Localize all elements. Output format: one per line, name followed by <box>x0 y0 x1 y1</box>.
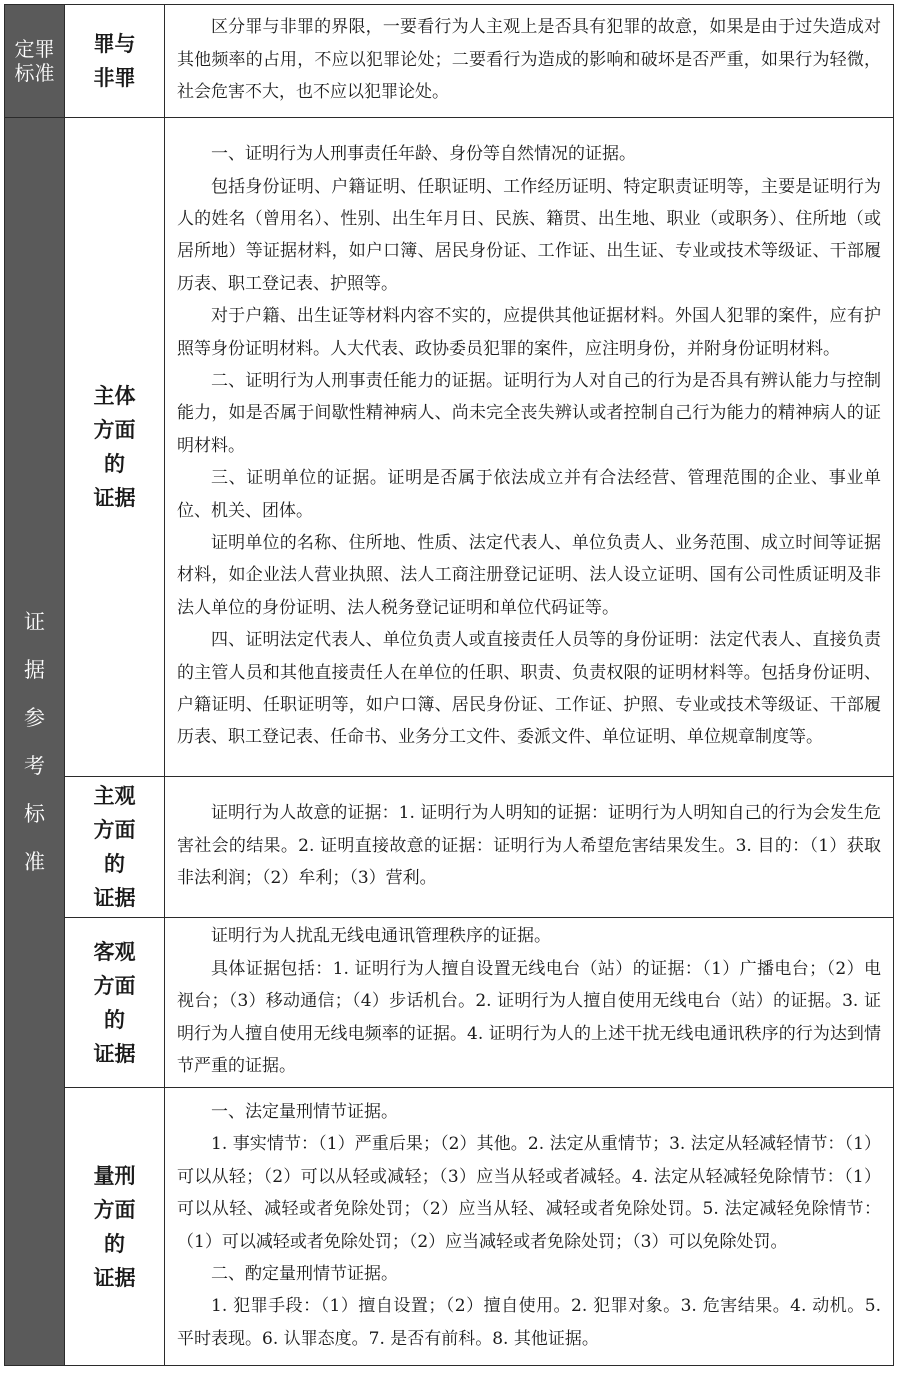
table-row <box>5 5 894 118</box>
row-label-subjective-evidence: 主观 方面 的 证据 <box>65 777 165 918</box>
paragraph: 一、证明行为人刑事责任年龄、身份等自然情况的证据。 <box>211 144 636 165</box>
row-content-crime-vs-noncrime <box>165 5 894 118</box>
paragraph: 证明行为人扰乱无线电通讯管理秩序的证据。 <box>211 926 551 947</box>
category-cell-conviction-standard: 定罪 标准 <box>5 5 65 118</box>
table-row <box>5 918 894 1088</box>
row-content-subject-evidence <box>165 118 894 777</box>
paragraph: 1. 事实情节：（1）严重后果；（2）其他。2. 法定从重情节；3. 法定从轻减轻情节：（1）可以从轻；（2）可以从轻或减轻；（3）应当从轻或者减轻。4. 法定从轻减轻免除情节：（1）可以从轻、减轻或者免除处罚；（2）应当从轻、减轻或者免除处罚。5. 法定减轻免除情节：（1）可以减轻或者免除处罚；（2）应当减轻或者免除处罚；（3）可以免除处罚。 <box>177 1134 881 1252</box>
table-row <box>5 777 894 918</box>
paragraph: 区分罪与非罪的界限，一要看行为人主观上是否具有犯罪的故意，如果是由于过失造成对其他频率的占用，不应以犯罪论处；二要看行为造成的影响和破坏是否严重，如果行为轻微，社会危害不大，也不应以犯罪论处。 <box>177 17 881 103</box>
paragraph: 二、证明行为人刑事责任能力的证据。证明行为人对自己的行为是否具有辨认能力与控制能力，如是否属于间歇性精神病人、尚未完全丧失辨认或者控制自己行为能力的精神病人的证明材料。 <box>177 370 881 456</box>
row-content-objective-evidence <box>165 918 894 1088</box>
paragraph: 对于户籍、出生证等材料内容不实的，应提供其他证据材料。外国人犯罪的案件，应有护照等身份证明材料。人大代表、政协委员犯罪的案件，应注明身份，并附身份证明材料。 <box>177 306 881 359</box>
row-label-crime-vs-noncrime: 罪与 非罪 <box>65 5 165 118</box>
paragraph: 一、法定量刑情节证据。 <box>211 1101 398 1122</box>
paragraph: 1. 犯罪手段：（1）擅自设置；（2）擅自使用。2. 犯罪对象。3. 危害结果。4. 动机。5. 平时表现。6. 认罪态度。7. 是否有前科。8. 其他证据。 <box>177 1296 881 1349</box>
category-cell-evidence-reference-standard: 证 据 参 考 标 准 <box>5 118 65 1366</box>
evidence-standard-table <box>4 4 894 1366</box>
row-content-subjective-evidence <box>165 777 894 918</box>
paragraph: 证明行为人故意的证据：1. 证明行为人明知的证据：证明行为人明知自己的行为会发生危害社会的结果。2. 证明直接故意的证据：证明行为人希望危害结果发生。3. 目的：（1）获取非法利润；（2）牟利；（3）营利。 <box>177 803 881 889</box>
paragraph: 包括身份证明、户籍证明、任职证明、工作经历证明、特定职责证明等，主要是证明行为人的姓名（曾用名）、性别、出生年月日、民族、籍贯、出生地、职业（或职务）、住所地（或居所地）等证据材料，如户口簿、居民身份证、工作证、出生证、专业或技术等级证、干部履历表、职工登记表、护照等。 <box>177 176 881 294</box>
row-label-objective-evidence: 客观 方面 的 证据 <box>65 918 165 1088</box>
paragraph: 具体证据包括：1. 证明行为人擅自设置无线电台（站）的证据：（1）广播电台；（2）电视台；（3）移动通信；（4）步话机台。2. 证明行为人擅自使用无线电台（站）的证据。3. 证明行为人擅自使用无线电频率的证据。4. 证明行为人的上述干扰无线电通讯秩序的行为达到情节严重的证据。 <box>177 958 881 1077</box>
table-row <box>5 118 894 777</box>
paragraph: 四、证明法定代表人、单位负责人或直接责任人员等的身份证明：法定代表人、直接负责的主管人员和其他直接责任人在单位的任职、职责、负责权限的证明材料等。包括身份证明、户籍证明、任职证明等，如户口簿、居民身份证、工作证、护照、专业或技术等级证、干部履历表、职工登记表、任命书、业务分工文件、委派文件、单位证明、单位规章制度等。 <box>177 630 881 748</box>
paragraph: 证明单位的名称、住所地、性质、法定代表人、单位负责人、业务范围、成立时间等证据材料，如企业法人营业执照、法人工商注册登记证明、法人设立证明、国有公司性质证明及非法人单位的身份证明、法人税务登记证明和单位代码证等。 <box>177 533 881 618</box>
row-label-subject-evidence: 主体 方面 的 证据 <box>65 118 165 777</box>
table-row <box>5 1088 894 1366</box>
paragraph: 二、酌定量刑情节证据。 <box>211 1263 398 1284</box>
row-label-sentencing-evidence: 量刑 方面 的 证据 <box>65 1088 165 1366</box>
paragraph: 三、证明单位的证据。证明是否属于依法成立并有合法经营、管理范围的企业、事业单位、机关、团体。 <box>177 468 881 521</box>
row-content-sentencing-evidence <box>165 1088 894 1366</box>
